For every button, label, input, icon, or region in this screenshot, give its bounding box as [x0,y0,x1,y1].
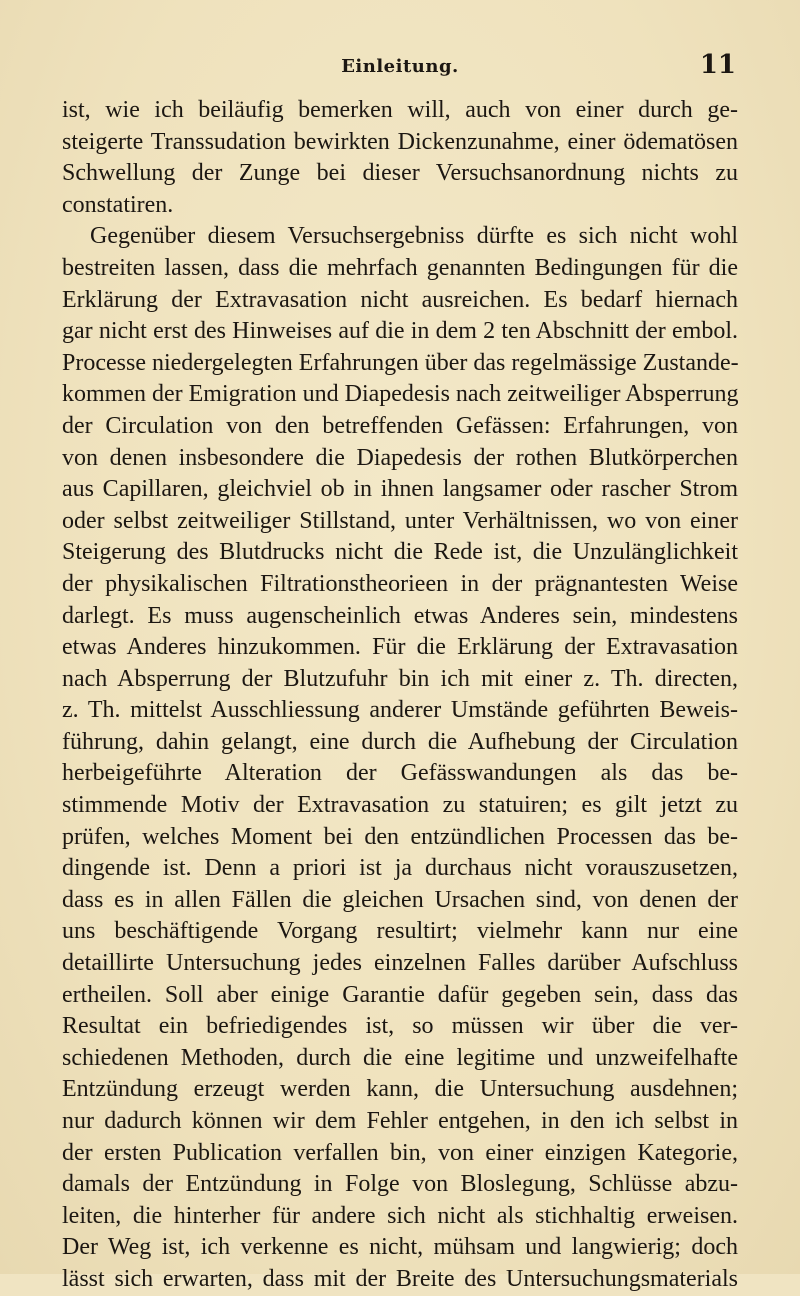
text-line: dingende ist. Denn a priori ist ja durchaus nicht vorauszusetzen, [62,855,738,882]
text-line: ist, wie ich beiläufig bemerken will, auch von einer durch ge- [62,97,738,123]
text-line: Steigerung des Blutdrucks nicht die Rede ist, die Unzulänglichkeit [62,539,738,566]
text-line: kommen der Emigration und Diapedesis nach zeitweiliger Absperrung [62,381,739,408]
text-line: Erklärung der Extravasation nicht ausreichen. Es bedarf hiernach [62,286,738,313]
text-line: steigerte Transsudation bewirkten Dickenzunahme, einer ödematösen [62,128,738,155]
body-text [62,95,738,1296]
text-line: Processe niedergelegten Erfahrungen über das regelmässige Zustande- [62,349,739,376]
text-line: ertheilen. Soll aber einige Garantie dafür gegeben sein, dass das [62,981,738,1008]
text-line: Resultat ein befriedigendes ist, so müssen wir über die ver- [62,1013,738,1040]
text-line: stimmende Motiv der Extravasation zu statuiren; es gilt jetzt zu [62,792,738,819]
text-line: aus Capillaren, gleichviel ob in ihnen langsamer oder rascher Strom [62,476,738,503]
text-line: Gegenüber diesem Versuchsergebniss dürfte es sich nicht wohl [90,223,738,250]
text-line: darlegt. Es muss augenscheinlich etwas Anderes sein, mindestens [62,602,738,629]
page-number: 11 [699,50,736,80]
text-line: herbeigeführte Alteration der Gefässwandungen als das be- [62,760,738,787]
text-line: uns beschäftigende Vorgang resultirt; vielmehr kann nur eine [62,918,738,945]
text-line: lässt sich erwarten, dass mit der Breite des Untersuchungsmaterials [62,1265,738,1292]
text-line: leiten, die hinterher für andere sich nicht als stichhaltig erweisen. [62,1202,738,1229]
text-line: oder selbst zeitweiliger Stillstand, unter Verhältnissen, wo von einer [62,507,738,534]
text-line: gar nicht erst des Hinweises auf die in dem 2 ten Abschnitt der embol. [62,318,738,345]
text-line: constatiren. [62,191,174,218]
text-line: nach Absperrung der Blutzufuhr bin ich mit einer z. Th. directen, [62,665,738,692]
text-line: nur dadurch können wir dem Fehler entgehen, in den ich selbst in [62,1108,738,1134]
text-line: dass es in allen Fällen die gleichen Ursachen sind, von denen der [62,886,738,913]
text-line: von denen insbesondere die Diapedesis der rothen Blutkörperchen [62,444,738,471]
text-line: der ersten Publication verfallen bin, von einer einzigen Kategorie, [62,1139,738,1166]
text-line: detaillirte Untersuchung jedes einzelnen Falles darüber Aufschluss [62,950,738,977]
text-line: z. Th. mittelst Ausschliessung anderer Umstände geführten Beweis- [62,697,738,724]
text-line: der Circulation von den betreffenden Gefässen: Erfahrungen, von [62,412,738,439]
text-line: prüfen, welches Moment bei den entzündlichen Processen das be- [62,823,738,850]
running-title: Einleitung. [341,56,459,77]
text-line: bestreiten lassen, dass die mehrfach genannten Bedingungen für die [62,254,738,281]
text-line: Entzündung erzeugt werden kann, die Untersuchung ausdehnen; [62,1076,738,1103]
text-line: Der Weg ist, ich verkenne es nicht, mühsam und langwierig; doch [62,1234,738,1261]
text-line: Schwellung der Zunge bei dieser Versuchsanordnung nichts zu [62,160,738,187]
text-line: der physikalischen Filtrationstheorieen in der prägnantesten Weise [62,570,738,597]
text-line: schiedenen Methoden, durch die eine legitime und unzweifelhafte [62,1044,738,1071]
text-line: etwas Anderes hinzukommen. Für die Erklärung der Extravasation [62,634,738,661]
text-line: führung, dahin gelangt, eine durch die Aufhebung der Circulation [62,728,738,755]
text-line: damals der Entzündung in Folge von Bloslegung, Schlüsse abzu- [62,1171,738,1198]
page-header [0,44,800,80]
